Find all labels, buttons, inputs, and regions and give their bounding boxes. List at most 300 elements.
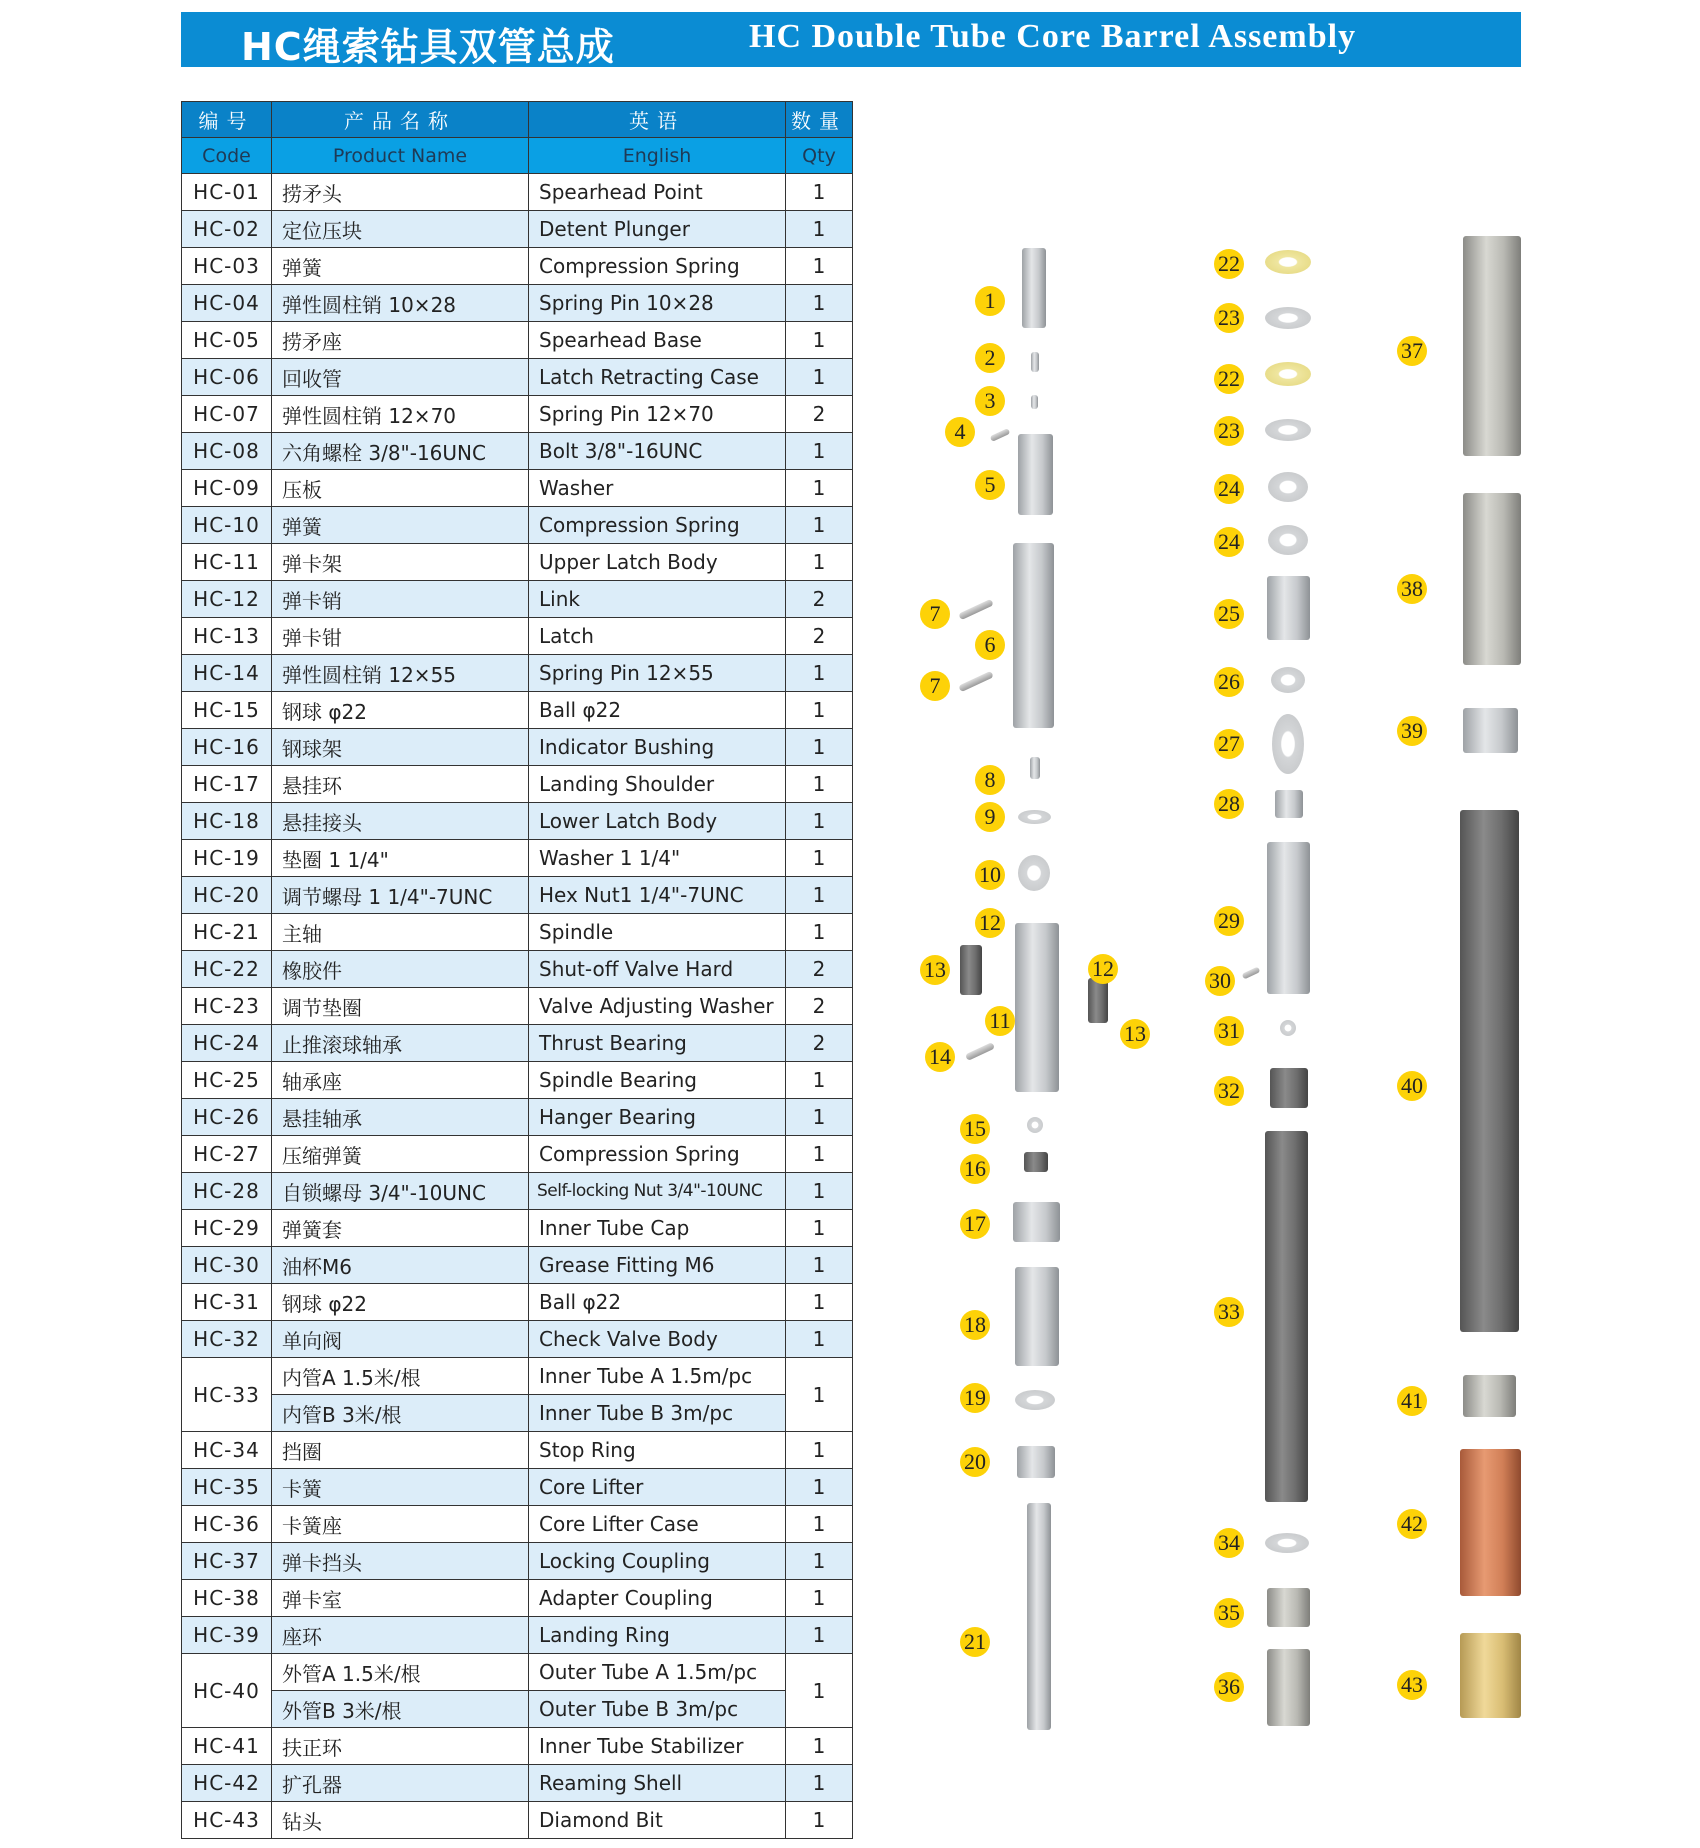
part-name-chinese: 轴承座 [272, 1062, 529, 1099]
table-row [182, 877, 853, 914]
table-row [182, 618, 853, 655]
part-quantity: 1 [786, 285, 853, 322]
table-row [182, 1691, 853, 1728]
part-name-chinese: 捞矛座 [272, 322, 529, 359]
callout-number: 5 [975, 470, 1005, 500]
part-name-chinese: 外管B 3米/根 [272, 1691, 529, 1728]
table-row [182, 1099, 853, 1136]
part-name-chinese: 回收管 [272, 359, 529, 396]
callout-number: 22 [1214, 249, 1244, 279]
table-row [182, 544, 853, 581]
part-quantity: 1 [786, 692, 853, 729]
inner-tube-cap-part [1267, 842, 1310, 994]
part-code: HC-16 [182, 729, 272, 766]
callout-number: 23 [1214, 416, 1244, 446]
part-code: HC-42 [182, 1765, 272, 1802]
part-code: HC-20 [182, 877, 272, 914]
part-name-chinese: 悬挂接头 [272, 803, 529, 840]
part-name-chinese: 捞矛头 [272, 174, 529, 211]
table-row [182, 174, 853, 211]
callout-number: 34 [1214, 1528, 1244, 1558]
part-quantity: 1 [786, 359, 853, 396]
table-row [182, 507, 853, 544]
part-code: HC-18 [182, 803, 272, 840]
landing-shoulder-part [1013, 1202, 1060, 1242]
part-name-english: Valve Adjusting Washer [529, 988, 786, 1025]
part-name-english: Inner Tube B 3m/pc [529, 1395, 786, 1432]
table-row [182, 248, 853, 285]
table-row [182, 470, 853, 507]
part-code: HC-12 [182, 581, 272, 618]
callout-number: 12 [975, 908, 1005, 938]
callout-number: 20 [960, 1447, 990, 1477]
part-quantity: 1 [786, 766, 853, 803]
callout-number: 21 [960, 1627, 990, 1657]
part-name-english: Grease Fitting M6 [529, 1247, 786, 1284]
header-code: Code [182, 138, 272, 174]
part-name-chinese: 外管A 1.5米/根 [272, 1654, 529, 1691]
part-quantity: 1 [786, 544, 853, 581]
part-quantity: 1 [786, 1765, 853, 1802]
part-name-chinese: 单向阀 [272, 1321, 529, 1358]
part-quantity: 1 [786, 433, 853, 470]
part-quantity: 1 [786, 1469, 853, 1506]
callout-number: 1 [975, 286, 1005, 316]
detent-plunger-part [1031, 352, 1039, 372]
table-row [182, 1617, 853, 1654]
part-code: HC-43 [182, 1802, 272, 1839]
part-quantity: 1 [786, 1210, 853, 1247]
header-english: English [529, 138, 786, 174]
part-code: HC-14 [182, 655, 272, 692]
part-code: HC-24 [182, 1025, 272, 1062]
part-code: HC-07 [182, 396, 272, 433]
callout-number: 19 [960, 1383, 990, 1413]
header-product-name: Product Name [272, 138, 529, 174]
callout-number: 23 [1214, 303, 1244, 333]
table-row [182, 1765, 853, 1802]
part-name-chinese: 弹性圆柱销 12×70 [272, 396, 529, 433]
part-name-chinese: 弹卡室 [272, 1580, 529, 1617]
callout-number: 14 [925, 1042, 955, 1072]
part-code: HC-36 [182, 1506, 272, 1543]
part-name-english: Hex Nut1 1/4"-7UNC [529, 877, 786, 914]
table-row [182, 1284, 853, 1321]
part-code: HC-34 [182, 1432, 272, 1469]
callout-number: 13 [1120, 1019, 1150, 1049]
table-row [182, 1395, 853, 1432]
diamond-bit-part [1460, 1633, 1521, 1718]
part-name-chinese: 钢球 φ22 [272, 1284, 529, 1321]
part-name-english: Compression Spring [529, 507, 786, 544]
part-quantity: 1 [786, 1062, 853, 1099]
part-name-english: Spring Pin 10×28 [529, 285, 786, 322]
part-name-chinese: 内管B 3米/根 [272, 1395, 529, 1432]
table-row [182, 914, 853, 951]
parts-table [181, 101, 853, 1839]
part-quantity: 1 [786, 1654, 853, 1728]
self-locking-nut-part [1275, 790, 1303, 818]
core-lifter-part [1267, 1588, 1310, 1627]
part-name-english: Link [529, 581, 786, 618]
part-name-chinese: 弹卡挡头 [272, 1543, 529, 1580]
callout-number: 18 [960, 1310, 990, 1340]
part-name-chinese: 悬挂环 [272, 766, 529, 803]
table-row [182, 322, 853, 359]
callout-number: 43 [1397, 1670, 1427, 1700]
part-code: HC-22 [182, 951, 272, 988]
part-name-chinese: 弹性圆柱销 12×55 [272, 655, 529, 692]
washer-part [1018, 810, 1051, 824]
part-code: HC-09 [182, 470, 272, 507]
part-name-chinese: 弹簧 [272, 248, 529, 285]
compression-spring-part [1272, 714, 1304, 774]
part-name-chinese: 压缩弹簧 [272, 1136, 529, 1173]
header-qty-cn: 数量 [786, 102, 853, 138]
table-row [182, 359, 853, 396]
table-row [182, 692, 853, 729]
shut-off-valve-part [1265, 250, 1311, 274]
part-quantity: 2 [786, 951, 853, 988]
table-row [182, 655, 853, 692]
part-name-english: Spring Pin 12×55 [529, 655, 786, 692]
table-body [182, 174, 853, 1839]
indicator-bushing-part [1024, 1152, 1048, 1172]
latch-retracting-case-part [1013, 543, 1054, 728]
part-code: HC-32 [182, 1321, 272, 1358]
part-code: HC-38 [182, 1580, 272, 1617]
callout-number: 10 [975, 860, 1005, 890]
part-quantity: 1 [786, 1506, 853, 1543]
part-name-english: Landing Shoulder [529, 766, 786, 803]
part-name-chinese: 钢球 φ22 [272, 692, 529, 729]
part-name-english: Shut-off Valve Hard [529, 951, 786, 988]
callout-number: 4 [945, 417, 975, 447]
part-name-english: Adapter Coupling [529, 1580, 786, 1617]
callout-number: 13 [920, 955, 950, 985]
part-code: HC-31 [182, 1284, 272, 1321]
part-name-english: Core Lifter Case [529, 1506, 786, 1543]
part-quantity: 1 [786, 729, 853, 766]
part-name-english: Compression Spring [529, 248, 786, 285]
table-row [182, 803, 853, 840]
table-row [182, 1432, 853, 1469]
washer-part [1015, 1390, 1055, 1410]
part-quantity: 1 [786, 211, 853, 248]
part-quantity: 1 [786, 1099, 853, 1136]
part-code: HC-28 [182, 1173, 272, 1210]
part-name-chinese: 挡圈 [272, 1432, 529, 1469]
callout-number: 7 [920, 599, 950, 629]
part-name-english: Core Lifter [529, 1469, 786, 1506]
spindle-part [1027, 1503, 1051, 1730]
part-quantity: 1 [786, 1580, 853, 1617]
spindle-bearing-part [1267, 576, 1310, 640]
part-code: HC-02 [182, 211, 272, 248]
callout-number: 16 [960, 1154, 990, 1184]
part-name-chinese: 垫圈 1 1/4" [272, 840, 529, 877]
lower-latch-body-part [1015, 1267, 1059, 1366]
table-row [182, 1247, 853, 1284]
part-name-chinese: 钢球架 [272, 729, 529, 766]
table-row [182, 1469, 853, 1506]
thrust-bearing-part [1268, 472, 1308, 502]
callout-number: 33 [1214, 1297, 1244, 1327]
part-quantity: 1 [786, 1321, 853, 1358]
part-name-chinese: 卡簧座 [272, 1506, 529, 1543]
part-name-english: Reaming Shell [529, 1765, 786, 1802]
part-quantity: 1 [786, 1432, 853, 1469]
part-name-english: Ball φ22 [529, 1284, 786, 1321]
part-quantity: 1 [786, 174, 853, 211]
locking-coupling-part [1463, 236, 1521, 456]
table-row [182, 1025, 853, 1062]
part-code: HC-30 [182, 1247, 272, 1284]
part-quantity: 1 [786, 470, 853, 507]
reaming-shell-part [1460, 1449, 1521, 1596]
part-code: HC-25 [182, 1062, 272, 1099]
adapter-coupling-part [1463, 493, 1521, 665]
part-name-english: Inner Tube A 1.5m/pc [529, 1358, 786, 1395]
part-name-english: Detent Plunger [529, 211, 786, 248]
part-quantity: 1 [786, 1136, 853, 1173]
part-name-chinese: 调节垫圈 [272, 988, 529, 1025]
part-quantity: 1 [786, 507, 853, 544]
callout-number: 29 [1214, 906, 1244, 936]
callout-number: 42 [1397, 1509, 1427, 1539]
callout-number: 24 [1214, 474, 1244, 504]
callout-number: 12 [1088, 954, 1118, 984]
callout-number: 26 [1214, 667, 1244, 697]
callout-number: 8 [975, 765, 1005, 795]
part-name-chinese: 自锁螺母 3/4"-10UNC [272, 1173, 529, 1210]
part-name-english: Washer [529, 470, 786, 507]
part-name-english: Spearhead Point [529, 174, 786, 211]
part-quantity: 1 [786, 840, 853, 877]
part-code: HC-37 [182, 1543, 272, 1580]
part-quantity: 1 [786, 877, 853, 914]
part-name-english: Self-locking Nut 3/4"-10UNC [529, 1173, 786, 1210]
latch-part [960, 945, 982, 995]
table-row [182, 1136, 853, 1173]
table-row [182, 729, 853, 766]
title-english: HC Double Tube Core Barrel Assembly [749, 18, 1357, 55]
table-row [182, 840, 853, 877]
bolt-part [1030, 757, 1040, 779]
part-name-chinese: 弹性圆柱销 10×28 [272, 285, 529, 322]
part-code: HC-11 [182, 544, 272, 581]
part-name-chinese: 弹簧套 [272, 1210, 529, 1247]
part-code: HC-39 [182, 1617, 272, 1654]
table-row [182, 1728, 853, 1765]
table-row [182, 1321, 853, 1358]
thrust-bearing-part [1268, 525, 1308, 555]
table-row [182, 1173, 853, 1210]
part-name-english: Outer Tube A 1.5m/pc [529, 1654, 786, 1691]
callout-number: 27 [1214, 729, 1244, 759]
part-name-english: Washer 1 1/4" [529, 840, 786, 877]
table-row [182, 1543, 853, 1580]
callout-number: 40 [1397, 1071, 1427, 1101]
part-name-chinese: 钻头 [272, 1802, 529, 1839]
part-name-english: Thrust Bearing [529, 1025, 786, 1062]
table-row [182, 1802, 853, 1839]
part-name-english: Bolt 3/8"-16UNC [529, 433, 786, 470]
part-name-chinese: 调节螺母 1 1/4"-7UNC [272, 877, 529, 914]
part-name-chinese: 止推滚球轴承 [272, 1025, 529, 1062]
part-name-chinese: 弹卡架 [272, 544, 529, 581]
latch-part [1088, 978, 1108, 1023]
part-quantity: 2 [786, 396, 853, 433]
table-row [182, 433, 853, 470]
part-name-english: Spindle [529, 914, 786, 951]
part-code: HC-27 [182, 1136, 272, 1173]
part-name-english: Landing Ring [529, 1617, 786, 1654]
part-name-english: Lower Latch Body [529, 803, 786, 840]
table-row [182, 581, 853, 618]
part-quantity: 1 [786, 1358, 853, 1432]
part-name-english: Latch Retracting Case [529, 359, 786, 396]
spearhead-base-part [1018, 434, 1053, 515]
part-name-chinese: 橡胶件 [272, 951, 529, 988]
part-quantity: 1 [786, 803, 853, 840]
part-code: HC-13 [182, 618, 272, 655]
table-row [182, 951, 853, 988]
part-name-english: Inner Tube Stabilizer [529, 1728, 786, 1765]
part-code: HC-19 [182, 840, 272, 877]
part-quantity: 1 [786, 1543, 853, 1580]
callout-number: 25 [1214, 599, 1244, 629]
callout-number: 15 [960, 1114, 990, 1144]
table-row [182, 285, 853, 322]
spring-part [1018, 855, 1050, 891]
callout-number: 36 [1214, 1672, 1244, 1702]
ball-part [1280, 1020, 1296, 1036]
header-qty: Qty [786, 138, 853, 174]
part-code: HC-10 [182, 507, 272, 544]
callout-number: 7 [920, 671, 950, 701]
title-chinese: HC绳索钻具双管总成 [241, 25, 615, 69]
part-code: HC-40 [182, 1654, 272, 1728]
table-row [182, 1506, 853, 1543]
callout-number: 9 [975, 802, 1005, 832]
part-quantity: 1 [786, 914, 853, 951]
table-row [182, 1210, 853, 1247]
part-name-english: Spindle Bearing [529, 1062, 786, 1099]
outer-tube-part [1460, 810, 1519, 1332]
part-name-english: Latch [529, 618, 786, 655]
callout-number: 28 [1214, 789, 1244, 819]
part-name-english: Ball φ22 [529, 692, 786, 729]
part-name-english: Check Valve Body [529, 1321, 786, 1358]
upper-latch-body-part [1015, 923, 1059, 1092]
spring-pin-part [958, 671, 994, 693]
shut-off-valve-part [1265, 362, 1311, 386]
part-quantity: 1 [786, 1247, 853, 1284]
part-quantity: 2 [786, 618, 853, 655]
part-code: HC-03 [182, 248, 272, 285]
part-name-english: Compression Spring [529, 1136, 786, 1173]
part-quantity: 1 [786, 1802, 853, 1839]
callout-number: 2 [975, 343, 1005, 373]
hanger-bearing-part [1271, 667, 1305, 693]
part-code: HC-04 [182, 285, 272, 322]
table-row [182, 396, 853, 433]
part-code: HC-41 [182, 1728, 272, 1765]
header-row-chinese [182, 102, 853, 138]
callout-number: 41 [1397, 1386, 1427, 1416]
part-name-chinese: 座环 [272, 1617, 529, 1654]
callout-number: 24 [1214, 527, 1244, 557]
part-code: HC-01 [182, 174, 272, 211]
callout-number: 3 [975, 386, 1005, 416]
part-name-english: Outer Tube B 3m/pc [529, 1691, 786, 1728]
part-name-english: Hanger Bearing [529, 1099, 786, 1136]
core-lifter-case-part [1267, 1649, 1310, 1726]
table-row [182, 766, 853, 803]
part-code: HC-08 [182, 433, 272, 470]
header-name-cn: 产品名称 [272, 102, 529, 138]
part-quantity: 1 [786, 322, 853, 359]
ball-part [1027, 1117, 1043, 1133]
part-code: HC-23 [182, 988, 272, 1025]
spring-pin-part [958, 599, 994, 621]
part-code: HC-06 [182, 359, 272, 396]
callout-number: 11 [985, 1006, 1015, 1036]
hex-nut-part [1017, 1446, 1055, 1478]
part-name-chinese: 卡簧 [272, 1469, 529, 1506]
part-name-english: Inner Tube Cap [529, 1210, 786, 1247]
part-name-chinese: 弹卡销 [272, 581, 529, 618]
callout-number: 35 [1214, 1598, 1244, 1628]
part-name-chinese: 弹簧 [272, 507, 529, 544]
header-row-english [182, 138, 853, 174]
part-name-english: Spearhead Base [529, 322, 786, 359]
title-banner [181, 12, 1521, 67]
part-quantity: 1 [786, 248, 853, 285]
part-code: HC-21 [182, 914, 272, 951]
spring-part [1031, 395, 1038, 409]
part-name-chinese: 扩孔器 [272, 1765, 529, 1802]
part-quantity: 1 [786, 1728, 853, 1765]
part-name-chinese: 内管A 1.5米/根 [272, 1358, 529, 1395]
part-name-english: Indicator Bushing [529, 729, 786, 766]
part-name-chinese: 主轴 [272, 914, 529, 951]
callout-number: 37 [1397, 336, 1427, 366]
part-code: HC-33 [182, 1358, 272, 1432]
part-code: HC-17 [182, 766, 272, 803]
part-name-chinese: 定位压块 [272, 211, 529, 248]
callout-number: 17 [960, 1209, 990, 1239]
spearhead-point-part [1022, 248, 1046, 328]
stop-ring-part [1265, 1533, 1309, 1553]
callout-number: 32 [1214, 1076, 1244, 1106]
part-quantity: 2 [786, 988, 853, 1025]
adjusting-washer-part [1265, 419, 1311, 441]
part-quantity: 1 [786, 1617, 853, 1654]
table-row [182, 1654, 853, 1691]
callout-number: 38 [1397, 574, 1427, 604]
inner-tube-part [1265, 1131, 1308, 1502]
part-code: HC-35 [182, 1469, 272, 1506]
part-name-chinese: 六角螺栓 3/8"-16UNC [272, 433, 529, 470]
part-quantity: 1 [786, 1284, 853, 1321]
grease-fitting-part [1242, 966, 1261, 979]
part-name-english: Stop Ring [529, 1432, 786, 1469]
table-row [182, 1062, 853, 1099]
part-name-chinese: 弹卡钳 [272, 618, 529, 655]
part-name-chinese: 压板 [272, 470, 529, 507]
